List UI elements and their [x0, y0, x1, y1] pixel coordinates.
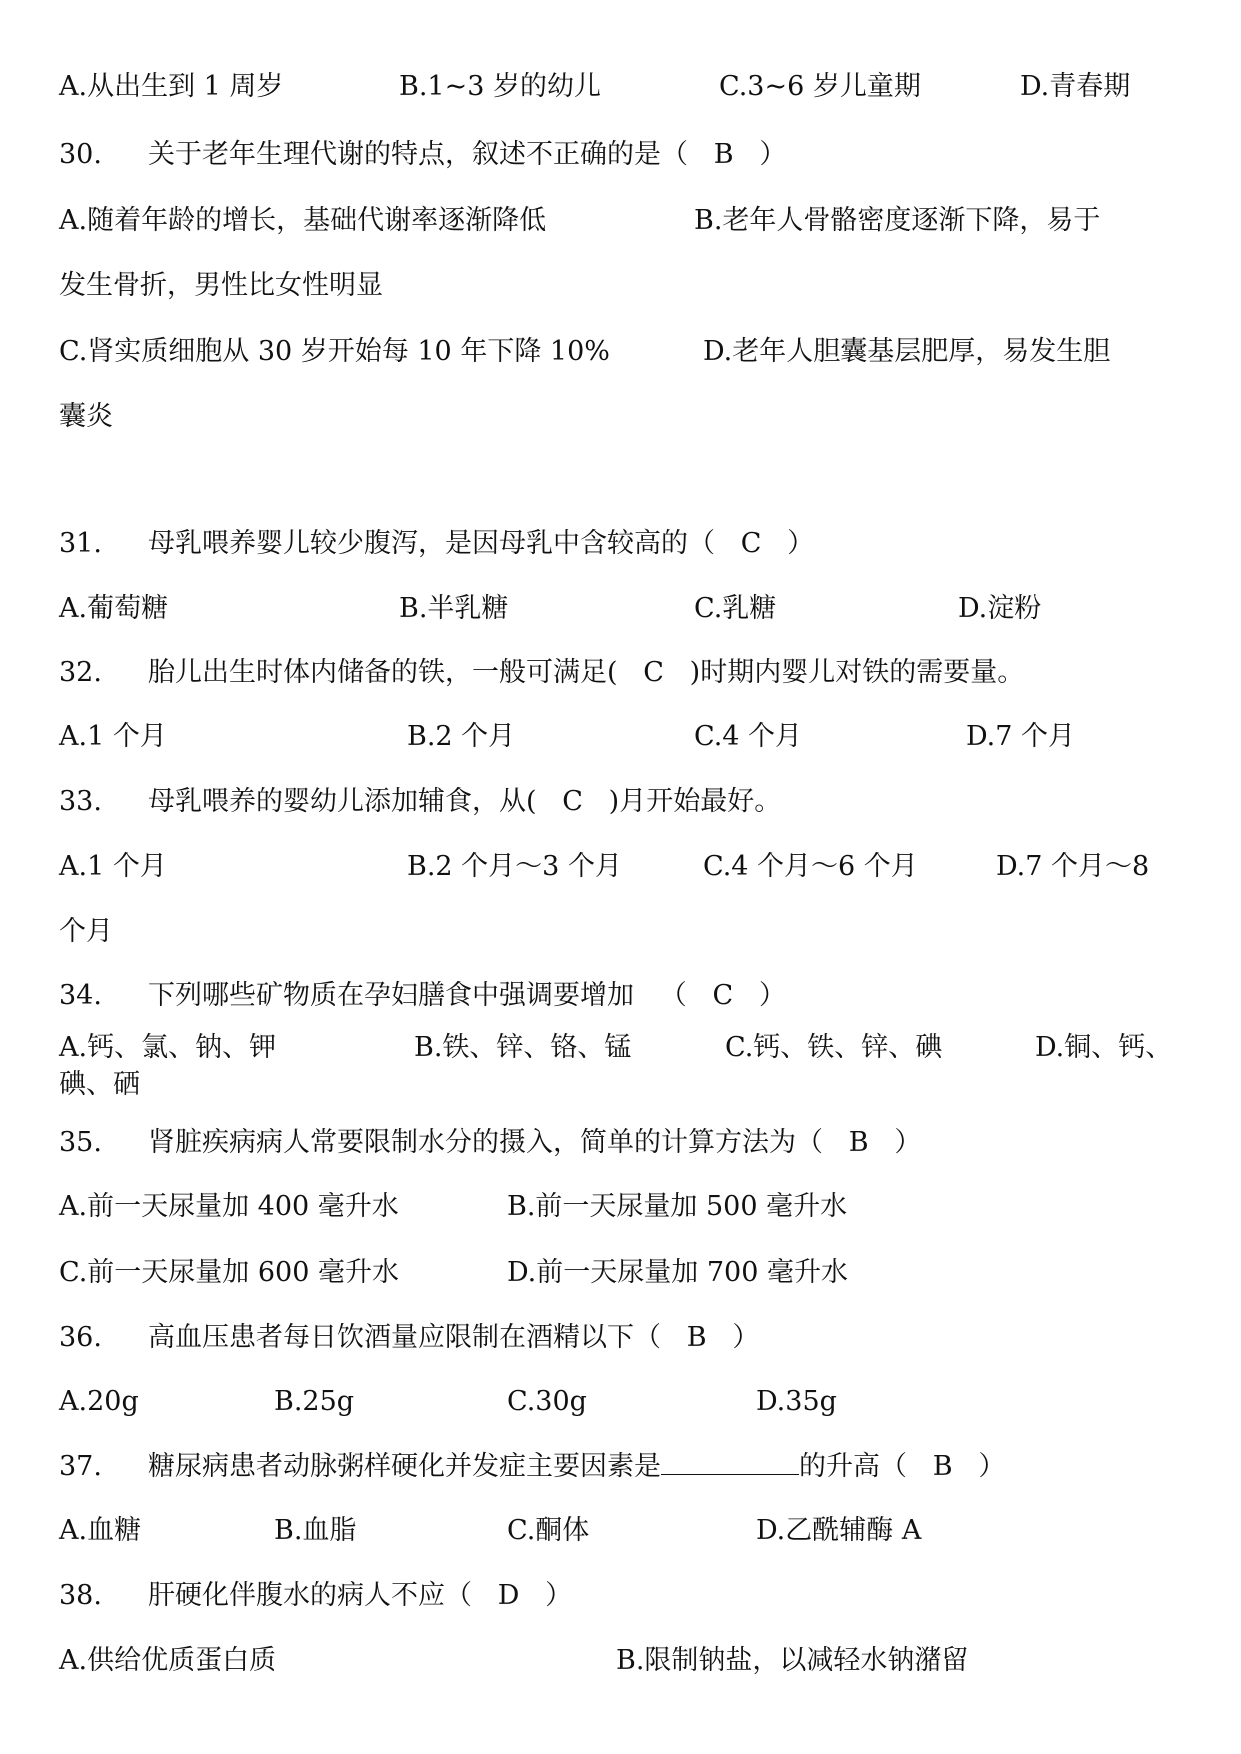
option-b: B.2 个月: [407, 721, 516, 752]
question-number: 32.: [59, 657, 102, 688]
option-a: A.钙、氯、钠、钾: [59, 1032, 277, 1063]
question-text-before: 糖尿病患者动脉粥样硬化并发症主要因素是: [148, 1451, 661, 1482]
question-number: 38.: [59, 1580, 102, 1611]
option-d: D.35g: [756, 1386, 837, 1417]
question-number: 30.: [59, 139, 102, 170]
option-c: C.3~6 岁儿童期: [719, 71, 921, 102]
question-number: 33.: [59, 786, 102, 817]
question-text: 母乳喂养的婴幼儿添加辅食，从( C )月开始最好。: [148, 786, 782, 817]
option-c: C.4 个月～6 个月: [703, 851, 918, 882]
question-text: 胎儿出生时体内储备的铁，一般可满足( C )时期内婴儿对铁的需要量。: [148, 657, 1025, 688]
fill-in-blank: [661, 1450, 799, 1475]
option-d: D.铜、钙、: [1035, 1032, 1173, 1063]
option-d: D.7 个月: [966, 721, 1076, 752]
option-d-continued: 囊炎: [59, 401, 113, 432]
option-c: C.钙、铁、锌、碘: [725, 1032, 943, 1063]
option-c: C.30g: [507, 1386, 587, 1417]
option-b: B.限制钠盐，以减轻水钠潴留: [616, 1645, 969, 1676]
option-d-continued: 碘、硒: [59, 1069, 140, 1100]
question-text: 肝硬化伴腹水的病人不应（ D ）: [148, 1580, 573, 1611]
option-a: A.供给优质蛋白质: [59, 1645, 277, 1676]
question-text: 关于老年生理代谢的特点，叙述不正确的是（ B ）: [148, 139, 787, 170]
option-c: C.前一天尿量加 600 毫升水: [59, 1257, 399, 1288]
question-text: 肾脏疾病病人常要限制水分的摄入，简单的计算方法为（ B ）: [148, 1127, 922, 1158]
option-b: B.1~3 岁的幼儿: [399, 71, 601, 102]
option-a: A.血糖: [59, 1515, 142, 1546]
question-number: 36.: [59, 1322, 102, 1353]
option-b: B.老年人骨骼密度逐渐下降，易于: [694, 205, 1101, 236]
option-c: C.肾实质细胞从 30 岁开始每 10 年下降 10%: [59, 336, 610, 367]
option-b: B.2 个月～3 个月: [407, 851, 622, 882]
option-b: B.前一天尿量加 500 毫升水: [507, 1191, 848, 1222]
option-a: A.20g: [59, 1386, 139, 1417]
option-b-continued: 发生骨折，男性比女性明显: [59, 270, 383, 301]
option-b: B.血脂: [274, 1515, 357, 1546]
question-text: [148, 1450, 1005, 1484]
option-d: D.7 个月～8: [996, 851, 1150, 882]
option-d: D.青春期: [1020, 71, 1131, 102]
option-b: B.25g: [274, 1386, 355, 1417]
option-d-continued: 个月: [59, 916, 113, 947]
option-b: B.铁、锌、铬、锰: [414, 1032, 632, 1063]
option-b: B.半乳糖: [399, 593, 509, 624]
option-d: D.前一天尿量加 700 毫升水: [507, 1257, 848, 1288]
option-a: A.1 个月: [59, 721, 167, 752]
option-a: A.从出生到 1 周岁: [59, 71, 284, 102]
option-c: C.4 个月: [694, 721, 803, 752]
question-text: 下列哪些矿物质在孕妇膳食中强调要增加 （ C ）: [148, 980, 786, 1011]
option-d: D.乙酰辅酶 A: [756, 1515, 922, 1546]
question-number: 35.: [59, 1127, 102, 1158]
option-a: A.随着年龄的增长，基础代谢率逐渐降低: [59, 205, 547, 236]
question-number: 37.: [59, 1451, 102, 1482]
option-c: C.酮体: [507, 1515, 590, 1546]
option-a: A.1 个月: [59, 851, 167, 882]
question-number: 31.: [59, 528, 102, 559]
option-d: D.淀粉: [958, 593, 1042, 624]
option-c: C.乳糖: [694, 593, 777, 624]
question-number: 34.: [59, 980, 102, 1011]
option-a: A.葡萄糖: [59, 593, 169, 624]
option-a: A.前一天尿量加 400 毫升水: [59, 1191, 399, 1222]
question-text-after: 的升高（ B ）: [799, 1451, 1006, 1482]
question-text: 高血压患者每日饮酒量应限制在酒精以下（ B ）: [148, 1322, 760, 1353]
question-text: 母乳喂养婴儿较少腹泻，是因母乳中含较高的（ C ）: [148, 528, 815, 559]
option-d: D.老年人胆囊基层肥厚，易发生胆: [703, 336, 1111, 367]
